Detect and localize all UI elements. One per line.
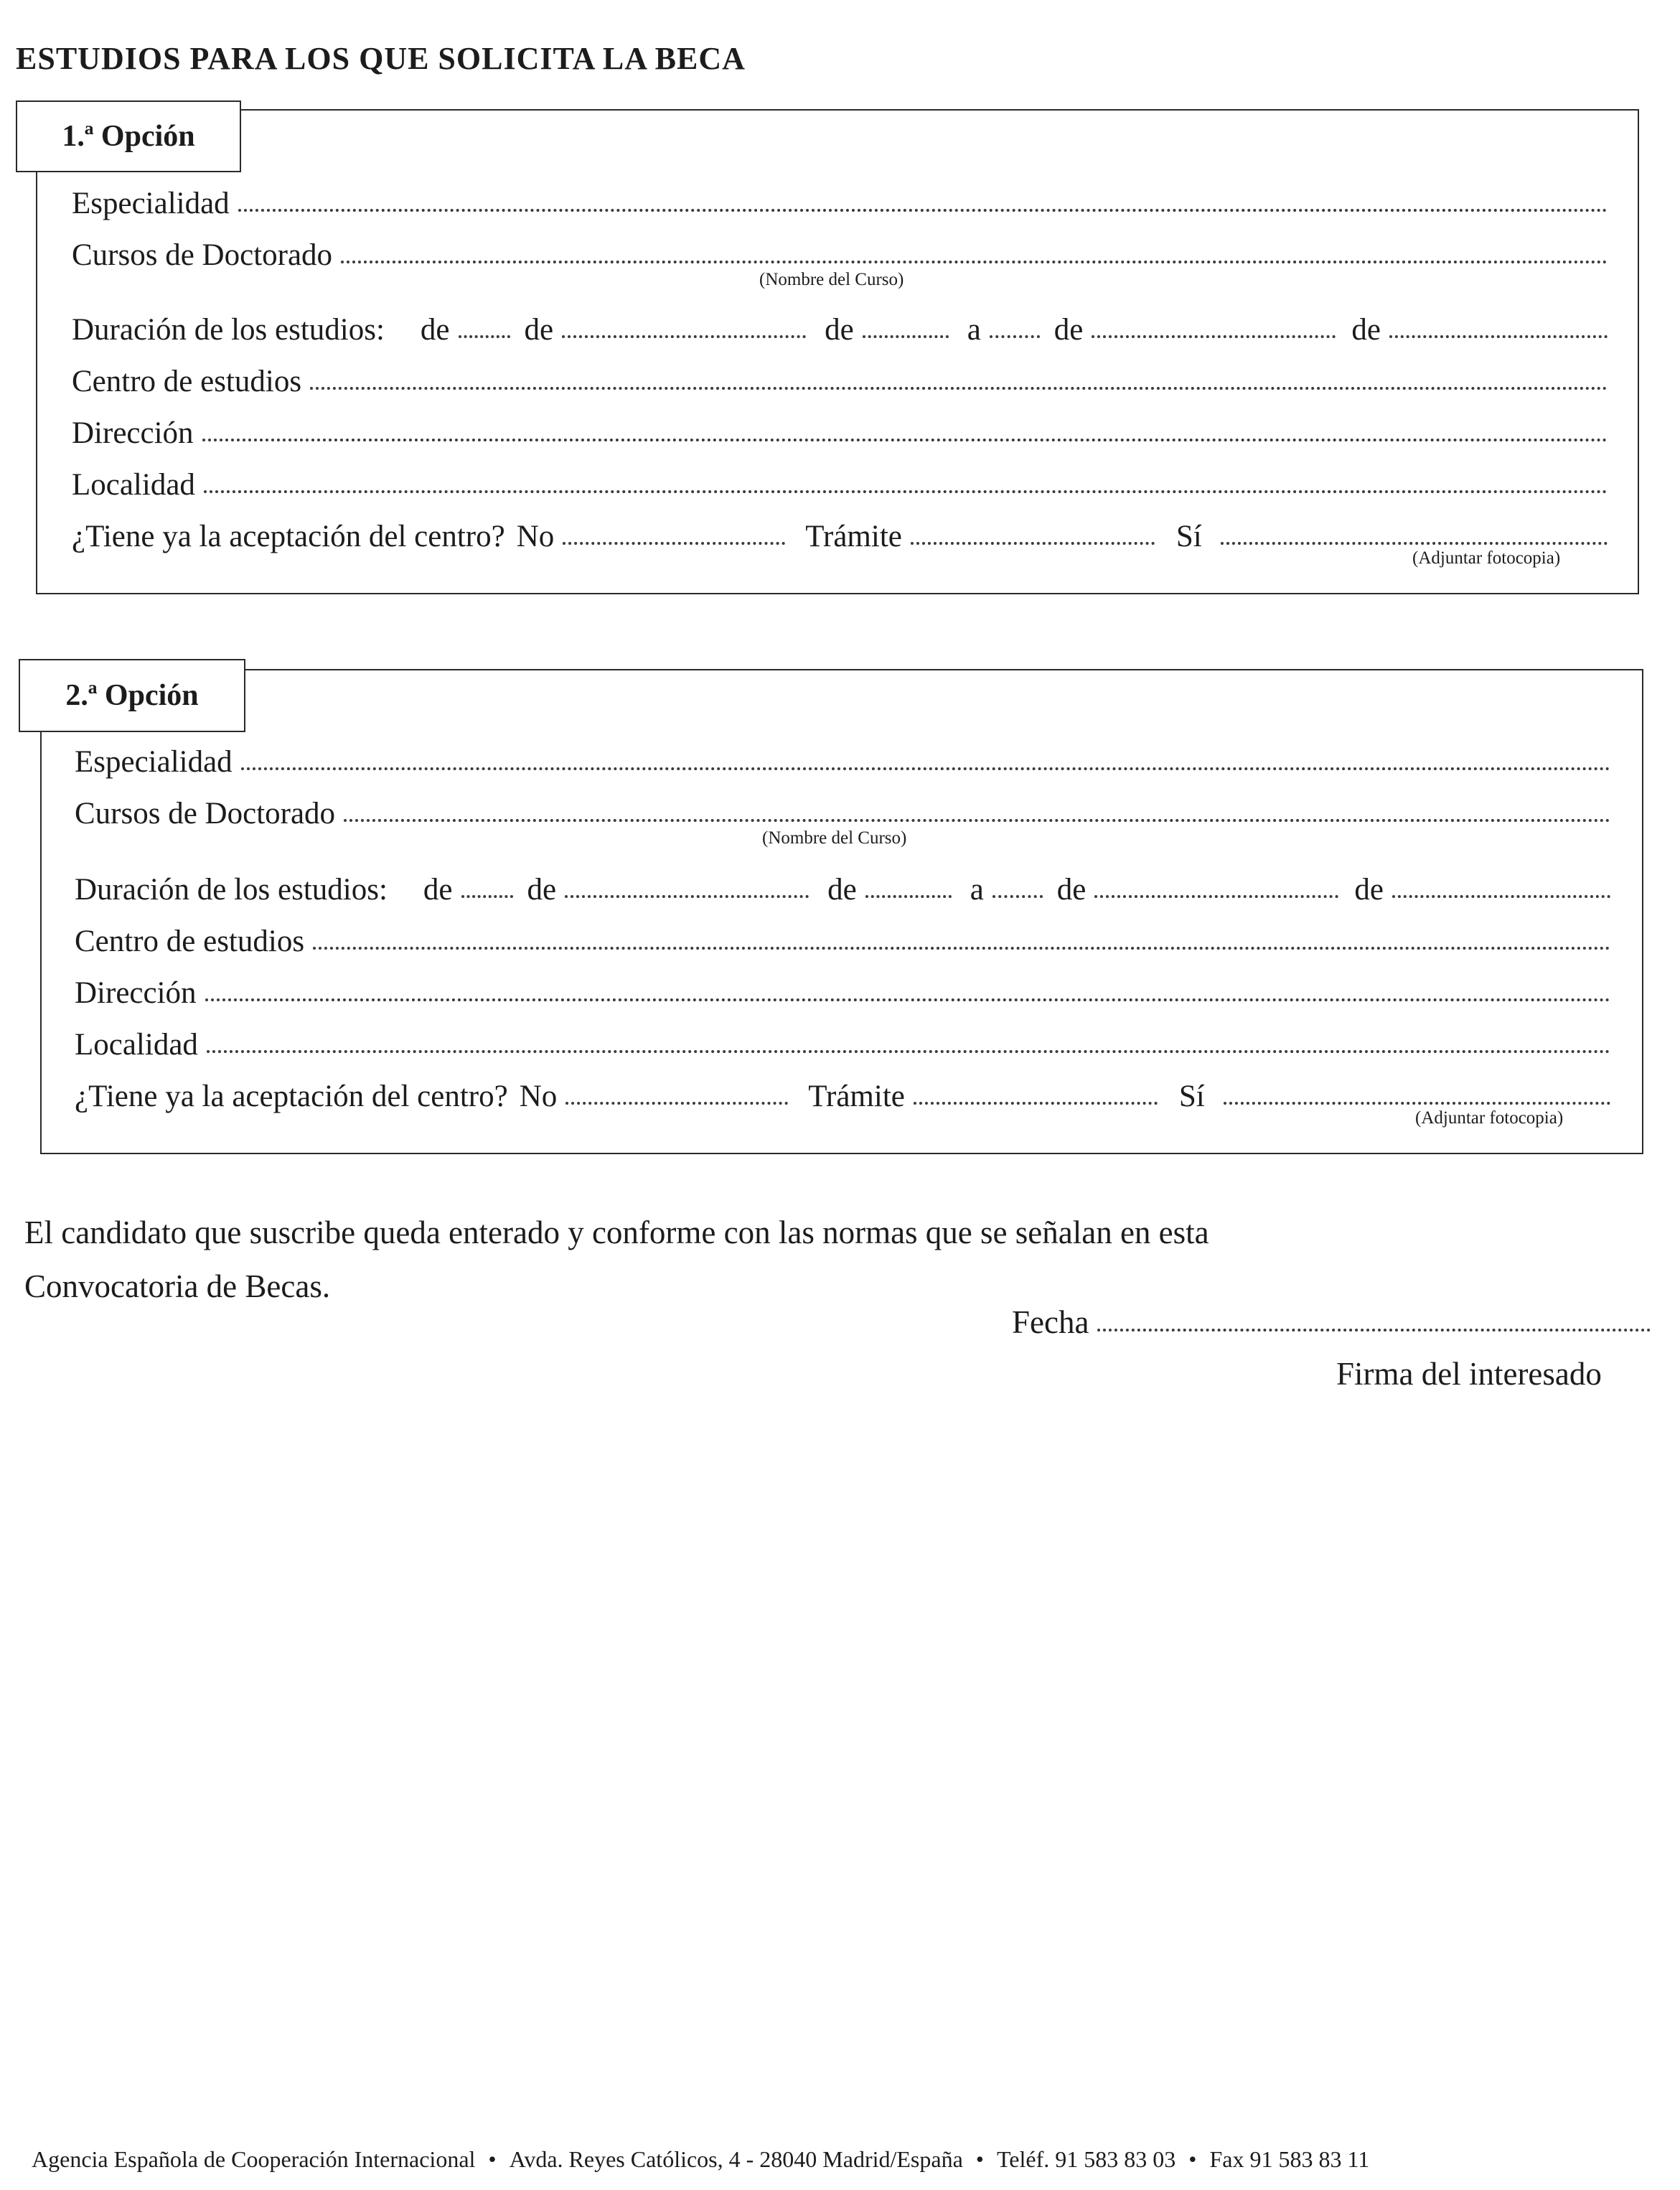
footer-separator: • bbox=[488, 2146, 497, 2172]
si-field[interactable] bbox=[1224, 1102, 1610, 1105]
duracion-a-label: a bbox=[970, 873, 984, 907]
aceptacion-label: ¿Tiene ya la aceptación del centro? bbox=[72, 520, 505, 553]
tramite-field[interactable] bbox=[911, 542, 1155, 545]
duracion-de-label: de bbox=[827, 873, 857, 907]
nombre-curso-note: (Nombre del Curso) bbox=[762, 828, 907, 848]
duracion-de-label: de bbox=[1056, 873, 1087, 907]
option-1-direccion-row bbox=[72, 418, 1608, 449]
footer-separator: • bbox=[975, 2146, 984, 2172]
duracion-de-label: de bbox=[420, 313, 450, 347]
especialidad-field[interactable] bbox=[241, 767, 1610, 770]
adjuntar-note: (Adjuntar fotocopia) bbox=[1412, 548, 1561, 568]
si-field[interactable] bbox=[1221, 542, 1608, 545]
duracion-end-year-field[interactable] bbox=[1392, 895, 1610, 898]
declaration-text bbox=[24, 1206, 1639, 1314]
fecha-row bbox=[1012, 1306, 1651, 1339]
duracion-label: Duración de los estudios: bbox=[75, 873, 388, 907]
declaration-line-2: Convocatoria de Becas. bbox=[24, 1268, 331, 1304]
option-1-centro-row bbox=[72, 366, 1608, 397]
duracion-end-day-field[interactable] bbox=[992, 895, 1043, 898]
duracion-start-year-field[interactable] bbox=[865, 895, 952, 898]
tramite-label: Trámite bbox=[808, 1080, 905, 1113]
duracion-a-label: a bbox=[967, 313, 981, 347]
option-2-centro-row bbox=[75, 926, 1610, 957]
option-1-especialidad-row bbox=[72, 188, 1608, 219]
firma-label: Firma del interesado bbox=[1336, 1356, 1602, 1392]
option-2-cursos-row bbox=[75, 798, 1610, 829]
footer-agency: Agencia Española de Cooperación Internacional bbox=[32, 2146, 476, 2172]
centro-field[interactable] bbox=[310, 387, 1608, 390]
option-2-direccion-row bbox=[75, 978, 1610, 1009]
duracion-end-day-field[interactable] bbox=[990, 335, 1040, 338]
tramite-field[interactable] bbox=[914, 1102, 1158, 1105]
nombre-curso-note: (Nombre del Curso) bbox=[759, 270, 904, 289]
duracion-start-month-field[interactable] bbox=[565, 895, 809, 898]
direccion-field[interactable] bbox=[202, 439, 1608, 441]
option-1-localidad-row bbox=[72, 469, 1608, 500]
duracion-end-month-field[interactable] bbox=[1092, 335, 1336, 338]
duracion-de-label: de bbox=[825, 313, 854, 347]
no-field[interactable] bbox=[563, 542, 785, 545]
direccion-label: Dirección bbox=[72, 416, 194, 450]
duracion-de-label: de bbox=[1354, 873, 1384, 907]
option-2-aceptacion-row bbox=[75, 1081, 1610, 1112]
duracion-start-day-field[interactable] bbox=[461, 895, 513, 898]
duracion-de-label: de bbox=[527, 873, 557, 907]
centro-field[interactable] bbox=[313, 947, 1610, 950]
footer-address: Avda. Reyes Católicos, 4 - 28040 Madrid/España bbox=[509, 2146, 963, 2172]
adjuntar-note: (Adjuntar fotocopia) bbox=[1415, 1108, 1564, 1128]
footer-phone: Teléf. 91 583 83 03 bbox=[996, 2146, 1176, 2172]
duracion-de-label: de bbox=[423, 873, 453, 907]
option-1-duracion-row bbox=[72, 314, 1608, 345]
fecha-label: Fecha bbox=[1012, 1304, 1089, 1340]
centro-label: Centro de estudios bbox=[72, 365, 302, 398]
option-2-localidad-row bbox=[75, 1029, 1610, 1060]
option-1-aceptacion-row bbox=[72, 521, 1608, 552]
especialidad-label: Especialidad bbox=[75, 745, 233, 779]
option-2-tab: 2.ª Opción bbox=[19, 659, 245, 732]
duracion-de-label: de bbox=[524, 313, 554, 347]
cursos-field[interactable] bbox=[344, 819, 1610, 822]
duracion-end-month-field[interactable] bbox=[1094, 895, 1338, 898]
localidad-field[interactable] bbox=[204, 490, 1608, 493]
option-1-cursos-row bbox=[72, 240, 1608, 271]
especialidad-field[interactable] bbox=[238, 209, 1608, 212]
footer bbox=[32, 2146, 1369, 2173]
direccion-field[interactable] bbox=[205, 998, 1610, 1001]
duracion-de-label: de bbox=[1053, 313, 1084, 347]
footer-fax: Fax 91 583 83 11 bbox=[1209, 2146, 1370, 2172]
no-field[interactable] bbox=[566, 1102, 788, 1105]
tramite-label: Trámite bbox=[805, 520, 902, 553]
especialidad-label: Especialidad bbox=[72, 187, 230, 220]
no-label: No bbox=[516, 520, 555, 553]
duracion-de-label: de bbox=[1351, 313, 1381, 347]
direccion-label: Dirección bbox=[75, 976, 197, 1010]
option-2-especialidad-row bbox=[75, 747, 1610, 777]
si-label: Sí bbox=[1175, 520, 1202, 553]
page-title: ESTUDIOS PARA LOS QUE SOLICITA LA BECA bbox=[16, 41, 746, 76]
duracion-start-day-field[interactable] bbox=[459, 335, 510, 338]
duracion-start-month-field[interactable] bbox=[562, 335, 806, 338]
aceptacion-label: ¿Tiene ya la aceptación del centro? bbox=[75, 1080, 508, 1113]
localidad-field[interactable] bbox=[207, 1050, 1610, 1053]
localidad-label: Localidad bbox=[72, 468, 195, 502]
localidad-label: Localidad bbox=[75, 1028, 198, 1062]
cursos-label: Cursos de Doctorado bbox=[72, 238, 333, 272]
declaration-line-1: El candidato que suscribe queda enterado y conforme con las normas que se señalan en esta bbox=[24, 1215, 1209, 1250]
option-2-duracion-row bbox=[75, 874, 1610, 905]
cursos-field[interactable] bbox=[341, 261, 1608, 263]
duracion-end-year-field[interactable] bbox=[1389, 335, 1608, 338]
si-label: Sí bbox=[1178, 1080, 1205, 1113]
duracion-start-year-field[interactable] bbox=[863, 335, 949, 338]
footer-separator: • bbox=[1188, 2146, 1197, 2172]
duracion-label: Duración de los estudios: bbox=[72, 313, 385, 347]
cursos-label: Cursos de Doctorado bbox=[75, 797, 336, 830]
centro-label: Centro de estudios bbox=[75, 925, 305, 958]
option-1-tab: 1.ª Opción bbox=[16, 100, 241, 172]
no-label: No bbox=[519, 1080, 558, 1113]
fecha-field[interactable] bbox=[1097, 1329, 1651, 1332]
